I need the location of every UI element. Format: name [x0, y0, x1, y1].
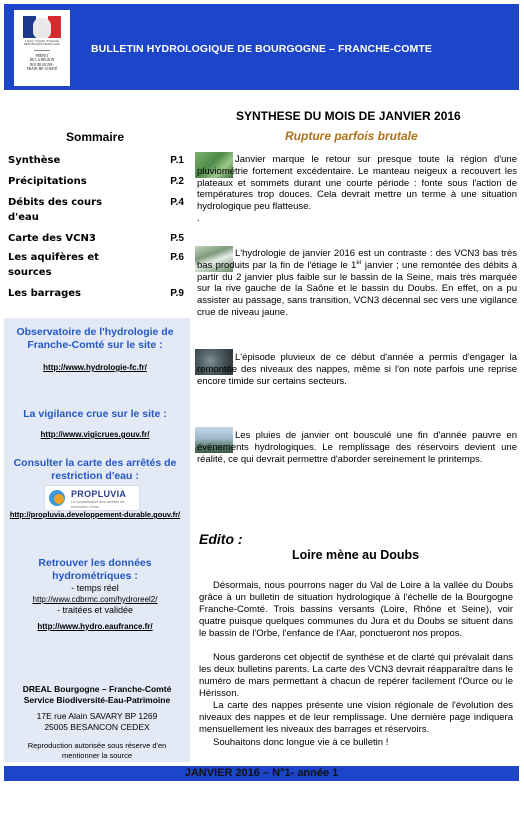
donnees-heading: Retrouver les données hydrométriques : — [38, 557, 152, 582]
synthese-subtitle: Rupture parfois brutale — [285, 129, 418, 143]
propluvia-logo[interactable]: PROPLUVIA La consultation des arrêtés de restriction d'eau — [44, 485, 140, 511]
edito-paragraph-4: Souhaitons donc longue vie à ce bulletin ! — [213, 737, 389, 748]
header-banner — [4, 4, 519, 90]
dreal-city: 25005 BESANCON CEDEX — [44, 722, 150, 732]
dreal-service: Service Biodiversité-Eau-Patrimoine — [23, 695, 171, 705]
toc-page: P.5 — [170, 233, 184, 244]
synthese-title: SYNTHESE DU MOIS DE JANVIER 2016 — [236, 109, 461, 123]
prefet-logo — [14, 10, 70, 86]
temps-reel-link[interactable]: http://www.cdbrmc.com/hydroreel2/ — [32, 595, 158, 604]
validee-label: - traitées et validée — [56, 605, 134, 615]
marianne-flag-icon — [23, 16, 61, 38]
dreal-address: 17E rue Alain SAVARY BP 1269 — [36, 711, 158, 721]
sun-icon — [54, 494, 64, 504]
issue-label: JANVIER 2016 – N°1- année 1 — [184, 767, 339, 779]
edito-paragraph-3: La carte des nappes présente une vision régionale de l'évolution des niveaux des nappes et de leur remplissage. Une dernière page indiquera mensuellement les niveaux des barrages et réservoirs. — [199, 700, 513, 735]
edito-paragraph-1: Désormais, nous pourrons nager du Val de Loire à la vallée du Doubs grâce à un bulletin de situation hydrologique à l'échelle de la Bourgogne Franche-Comté. Trois bassins versants (Loire, Rhône et Seine), voir quatre puisque quelques communes du Jura et du Doubs se situent dans le bassin de l'Orbe, l'enfance de l'Aar, ponctueront nos propos. — [199, 580, 513, 639]
toc-item-barrages[interactable] — [8, 286, 186, 301]
toc-label: Synthèse — [8, 155, 61, 166]
reproduction-notice: Reproduction autorisée sous réserve d'en mentionner la source — [27, 741, 167, 760]
propluvia-link[interactable]: http://propluvia.developpement-durable.gouv.fr/ — [9, 510, 181, 519]
temps-reel-label: - temps réel — [71, 583, 119, 593]
toc-label: Carte des VCN3 — [8, 233, 96, 244]
footer-banner — [4, 766, 519, 781]
toc-page: P.2 — [170, 176, 184, 187]
toc-page: P.6 — [170, 252, 184, 263]
toc-item-vcn3[interactable] — [8, 231, 186, 246]
dreal-name: DREAL Bourgogne – Franche-Comté — [22, 684, 172, 694]
validee-link[interactable]: http://www.hydro.eaufrance.fr/ — [37, 622, 153, 631]
vigilance-link[interactable]: http://www.vigicrues.gouv.fr/ — [40, 430, 150, 439]
logo-prefet-text: PRÉFET DE LA RÉGION BOURGOGNE- FRANCHE-COMTÉ — [26, 54, 58, 71]
toc-page: P.9 — [170, 288, 184, 299]
toc-item-precipitations[interactable] — [8, 174, 186, 189]
edito-paragraph-2: Nous garderons cet objectif de synthèse et de clarté qui prévalait dans les deux bulletins parents. La carte des VCN3 devrait réapparaître dans le numéro de mars permettant à chacun de repérer facilement l'Ource ou le Hérisson. — [199, 652, 513, 699]
toc-item-aquiferes[interactable] — [8, 250, 186, 280]
synthese-paragraph-1: Janvier marque le retour sur presque toute la région d'une pluviométrie fortement excédentaire. Le manteau neigeux a recouvert les plateaux et sommets durant une courte période : fonte sous l'action de températures trop douces. Cela devrait mettre un terme à une situation hydrologique peu flatteuse. . — [197, 154, 517, 224]
logo-motto: Liberté • Égalité • Fraternité RÉPUBLIQUE FRANÇAISE — [23, 39, 61, 46]
toc-item-debits[interactable] — [8, 195, 186, 225]
edito-label: Edito : — [199, 531, 243, 547]
observatoire-link[interactable]: http://www.hydrologie-fc.fr/ — [43, 363, 147, 372]
toc-label: Les barrages — [8, 288, 81, 299]
toc-label: Les aquifères et sources — [8, 252, 99, 278]
synthese-paragraph-2: L'hydrologie de janvier 2016 est un contraste : des VCN3 bas très bas produits par la fin de l'étiage le 1er janvier ; une remontée des débits à partir du 2 janvier plus faible sur le bassin de la Seine, mais très marquée sur la rive gauche de la Saône et le bassin du Doubs. En effet, on a pu assister au passage, sans transition, VCN3 décennal sec vers une vigilance crue de niveau jaune. — [197, 248, 517, 318]
toc-page: P.1 — [170, 155, 184, 166]
vigilance-heading: La vigilance crue sur le site : — [23, 408, 167, 420]
toc-page: P.4 — [170, 197, 184, 208]
bulletin-title: BULLETIN HYDROLOGIQUE DE BOURGOGNE – FRANCHE-COMTE — [91, 43, 433, 55]
sommaire-title: Sommaire — [66, 130, 125, 144]
synthese-paragraph-4: Les pluies de janvier ont bousculé une fin d'année pauvre en événements hydrologiques. Le remplissage des réservoirs devient une réalité, ce qui devrait permettre d'aborder sereinement le printemps. — [197, 430, 517, 465]
toc-label: Débits des cours d'eau — [8, 197, 103, 223]
arretes-heading: Consulter la carte des arrêtés de restriction d'eau : — [13, 457, 177, 482]
toc-item-synthese[interactable] — [8, 153, 186, 168]
synthese-paragraph-3: L'épisode pluvieux de ce début d'année a permis d'engager la remontée des niveaux des nappes, même si l'on note parfois une reprise encore timide sur certains secteurs. — [197, 352, 517, 387]
edito-title: Loire mène au Doubs — [292, 548, 420, 562]
toc-label: Précipitations — [8, 176, 87, 187]
table-of-contents — [8, 153, 186, 301]
observatoire-heading: Observatoire de l'hydrologie de Franche-Comté sur le site : — [16, 326, 174, 351]
